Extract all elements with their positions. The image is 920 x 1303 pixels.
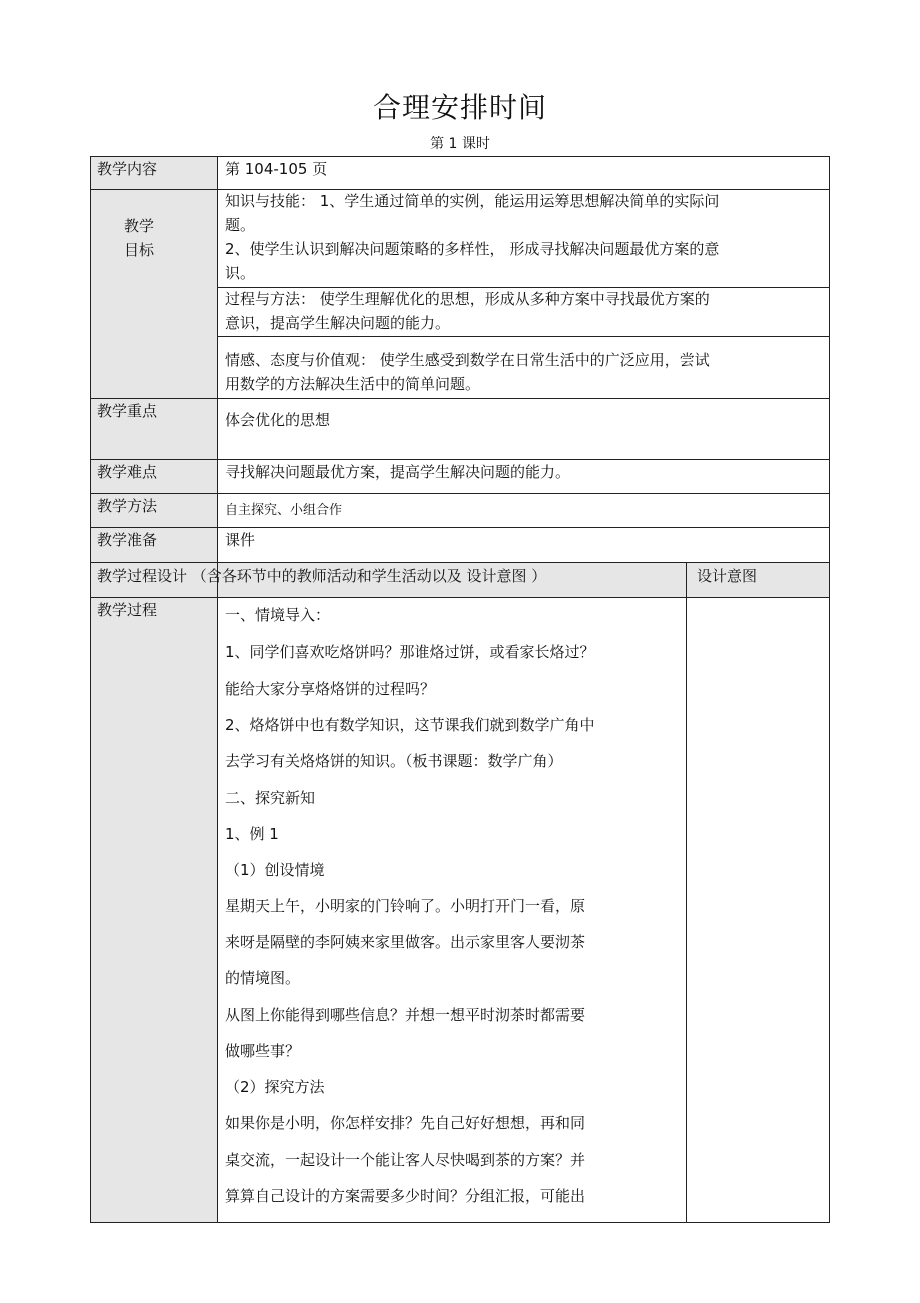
process-line: 星期天上午，小明家的门铃响了。小明打开门一看，原 <box>225 897 586 915</box>
process-line: （1）创设情境 <box>225 861 325 879</box>
difficulty-label: 教学难点 <box>97 463 158 481</box>
table-rule <box>90 156 91 1223</box>
table-rule <box>90 156 830 157</box>
table-rule <box>90 398 830 399</box>
process-line: 做哪些事？ <box>225 1042 301 1060</box>
goal-knowledge-line: 知识与技能： 1、学生通过简单的实例，能运用运筹思想解决简单的实际问 <box>225 192 720 210</box>
lesson-number: 第 1 课时 <box>430 136 490 152</box>
process-line: 一、情境导入： <box>225 606 331 624</box>
goal-knowledge-line: 题。 <box>225 216 256 234</box>
table-rule <box>90 493 830 494</box>
table-rule <box>217 156 218 1223</box>
label-column-shade <box>90 157 217 1222</box>
goals-label-line1: 教学 <box>124 217 155 235</box>
goal-knowledge-line: 识。 <box>225 264 256 282</box>
method-value: 自主探究、小组合作 <box>225 503 343 518</box>
preparation-value: 课件 <box>225 531 256 549</box>
key-point-value: 体会优化的思想 <box>225 411 331 429</box>
process-line: （2）探究方法 <box>225 1078 325 1096</box>
process-line: 桌交流，一起设计一个能让客人尽快喝到茶的方案？并 <box>225 1151 586 1169</box>
table-rule <box>90 459 830 460</box>
process-label: 教学过程 <box>97 601 158 619</box>
table-rule <box>686 562 687 1223</box>
content-label: 教学内容 <box>97 160 158 178</box>
process-line: 算算自己设计的方案需要多少时间？分组汇报，可能出 <box>225 1187 586 1205</box>
process-line: 能给大家分享烙烙饼的过程吗？ <box>225 680 436 698</box>
table-rule <box>90 527 830 528</box>
method-label: 教学方法 <box>97 497 158 515</box>
process-line: 的情境图。 <box>225 969 301 987</box>
table-rule <box>90 597 830 598</box>
process-line: 1、同学们喜欢吃烙饼吗？那谁烙过饼，或看家长烙过？ <box>225 643 595 661</box>
process-line: 如果你是小明，你怎样安排？先自己好好想想，再和同 <box>225 1114 586 1132</box>
table-rule <box>90 562 830 563</box>
process-line: 去学习有关烙烙饼的知识。（板书课题：数学广角） <box>225 752 563 770</box>
design-header-label: 教学过程设计 （含各环节中的教师活动和学生活动以及 设计意图 ） <box>97 567 547 585</box>
design-intent-header: 设计意图 <box>697 567 758 585</box>
process-line: 2、烙烙饼中也有数学知识，这节课我们就到数学广角中 <box>225 716 595 734</box>
goal-process-line: 意识，提高学生解决问题的能力。 <box>225 314 451 332</box>
process-line: 1、例 1 <box>225 825 279 843</box>
process-line: 二、探究新知 <box>225 789 316 807</box>
goals-label-line2: 目标 <box>124 241 155 259</box>
goal-process-line: 过程与方法： 使学生理解优化的思想，形成从多种方案中寻找最优方案的 <box>225 290 710 308</box>
goal-knowledge-line: 2、使学生认识到解决问题策略的多样性， 形成寻找解决问题最优方案的意 <box>225 240 720 258</box>
goal-emotion-line: 情感、态度与价值观： 使学生感受到数学在日常生活中的广泛应用，尝试 <box>225 351 710 369</box>
process-line: 从图上你能得到哪些信息？并想一想平时沏茶时都需要 <box>225 1006 586 1024</box>
table-rule <box>217 336 830 337</box>
content-value: 第 104-105 页 <box>225 160 328 178</box>
goal-emotion-line: 用数学的方法解决生活中的简单问题。 <box>225 375 481 393</box>
process-line: 来呀是隔壁的李阿姨来家里做客。出示家里客人要沏茶 <box>225 933 586 951</box>
table-rule <box>829 156 830 1223</box>
key-point-label: 教学重点 <box>97 402 158 420</box>
difficulty-value: 寻找解决问题最优方案，提高学生解决问题的能力。 <box>225 463 571 481</box>
document-title: 合理安排时间 <box>372 91 547 124</box>
table-rule <box>90 1222 830 1223</box>
preparation-label: 教学准备 <box>97 531 158 549</box>
